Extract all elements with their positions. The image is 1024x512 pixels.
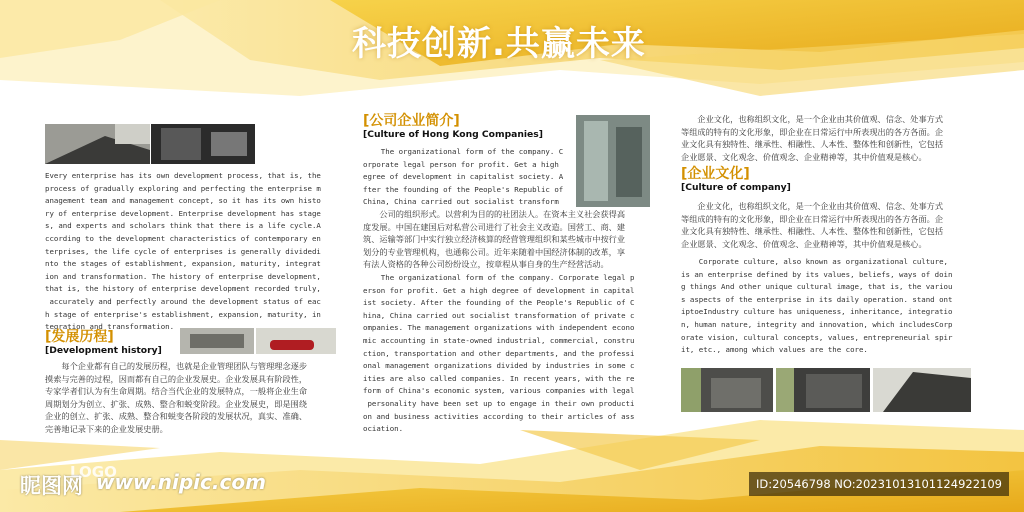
- text-line: Corporate culture, also known as organizational culture,: [681, 257, 948, 266]
- text-line: n, human nature, integrity and innovation, which includesCorp: [681, 319, 953, 329]
- text-line: accurately and perfectly around the development status of eac: [45, 296, 321, 306]
- text-line: erson for profit. Get a high degree of development in capital: [363, 285, 635, 295]
- text-line: 每个企业都有自己的发展历程，也就是企业管理团队与管理理念逐步: [45, 361, 308, 371]
- text-line: terprises, the life cycle of enterprises is generally dividedi: [45, 246, 321, 256]
- company-intro-en-short: [363, 146, 575, 209]
- text-line: 企业文化，也称组织文化，是一个企业由其价值观、信念、处事方式: [681, 201, 944, 211]
- text-line: 企业愿景、文化观念、价值观念、企业精神等，其中价值观是核心。: [681, 238, 927, 249]
- company-culture-heading-en: [Culture of company]: [681, 182, 791, 193]
- text-line: hina, China carried out socialist transformation of private c: [363, 310, 635, 320]
- company-culture-cn: [681, 200, 981, 250]
- text-line: is an enterprise defined by its values, beliefs, ways of doin: [681, 269, 953, 279]
- text-line: 业文化具有独特性、继承性、相融性、人本性、整体性和创新性，它包括: [681, 139, 944, 150]
- company-culture-en: [681, 256, 971, 357]
- text-line: Every enterprise has its own development process, that is, the: [45, 171, 321, 180]
- development-history-heading-en: [Development history]: [45, 345, 162, 356]
- text-line: 摸索与完善的过程，因而都有自己的企业发展史。企业发展具有阶段性，: [45, 373, 308, 384]
- text-line: it, etc., among which values are the core.: [681, 345, 868, 355]
- text-line: 等组成的特有的文化形象，即企业在日常运行中所表现出的各方各面。企: [681, 126, 944, 137]
- left-mid-photo-1: [180, 328, 254, 354]
- text-line: 企业愿景、文化观念、价值观念、企业精神等，其中价值观是核心。: [681, 151, 927, 162]
- company-intro-en: [363, 272, 655, 436]
- right-photo-3: [873, 368, 971, 412]
- text-line: 划分的专业管理机构，也通称公司。近年来随着中国经济体制的改革，享: [363, 246, 626, 257]
- text-line: anagement team and management concept, so it has its own histo: [45, 196, 321, 206]
- text-line: on and business activities according to their articles of ass: [363, 411, 635, 421]
- text-line: ction, transportation and other departments, and the professi: [363, 348, 635, 358]
- culture-intro-cn: [681, 113, 981, 163]
- text-line: ist society. After the founding of the People's Republic of C: [363, 298, 635, 308]
- company-intro-heading-en: [Culture of Hong Kong Companies]: [363, 129, 543, 140]
- image-id-bar: ID:20546798 NO:20231013101124922109: [749, 472, 1009, 496]
- text-line: g things And other unique cultural image, that is, the variou: [681, 282, 953, 292]
- text-line: ities are also called companies. In recent years, with the re: [363, 373, 635, 383]
- text-line: s aspects of the enterprise in its daily operation. stand ont: [681, 294, 953, 304]
- text-line: form of China's economic system, various companies with legal: [363, 386, 635, 396]
- text-line: 筑、运输等部门中实行独立经济核算的经营管理组织和某些城市中按行业: [363, 234, 626, 245]
- text-line: The organizational form of the company. C: [363, 147, 564, 156]
- text-line: process of gradually exploring and perfecting the enterprise m: [45, 183, 321, 193]
- text-line: The organizational form of the company. Corporate legal p: [363, 273, 635, 282]
- watermark-url: www.nipic.com: [96, 470, 266, 494]
- logo-placeholder: LOGO: [70, 463, 117, 481]
- text-line: that is, the history of enterprise development recorded truly,: [45, 284, 321, 294]
- text-line: 企业的创立、扩张、成熟、整合和蜕变各阶段的发展状况，真实、准确、: [45, 411, 308, 422]
- text-line: 公司的组织形式。以营利为目的的社团法人。在资本主义社会获得高: [363, 209, 626, 219]
- text-line: 周期划分为创立、扩张、成熟、整合和蜕变阶段。企业发展史，即是围绕: [45, 398, 308, 409]
- watermark-site-name: 昵图网: [20, 473, 83, 498]
- text-line: onal management organizations divided by industries in some c: [363, 361, 635, 371]
- text-line: 完善地记录下来的企业发展史册。: [45, 423, 168, 434]
- company-intro-cn: [363, 208, 655, 271]
- text-line: ociation.: [363, 424, 404, 434]
- text-line: orate vision, cultural concepts, values, entrepreneurial spir: [681, 332, 953, 342]
- text-line: 专家学者们认为有生命周期。结合当代企业的发展特点，一般将企业生命: [45, 386, 308, 397]
- text-line: fter the founding of the People's Republic of: [363, 184, 564, 194]
- text-line: 企业文化，也称组织文化，是一个企业由其价值观、信念、处事方式: [681, 114, 944, 124]
- company-culture-heading-cn: [企业文化]: [681, 166, 750, 182]
- text-line: tegration and transformation.: [45, 322, 175, 332]
- text-line: ry of enterprise development. Enterprise development has stage: [45, 208, 321, 218]
- text-line: ompanies. The management organizations with independent econo: [363, 323, 635, 333]
- text-line: 业文化具有独特性、继承性、相融性、人本性、整体性和创新性，它包括: [681, 226, 944, 237]
- text-line: orporate legal person for profit. Get a high: [363, 159, 559, 169]
- text-line: iptoeIndustry culture has uniqueness, inheritance, integratio: [681, 307, 953, 317]
- middle-photo: [576, 115, 650, 207]
- text-line: 有法人资格的各种公司纷纷设立，按章程从事自身的生产经营活动。: [363, 259, 609, 270]
- text-line: egree of development in capitalist society. A: [363, 172, 564, 182]
- right-photo-2: [776, 368, 870, 412]
- text-line: 等组成的特有的文化形象，即企业在日常运行中所表现出的各方各面。企: [681, 213, 944, 224]
- left-top-photo-2: [151, 124, 255, 164]
- company-intro-heading-cn: [公司企业简介]: [363, 113, 460, 129]
- text-line: ccording to the development characteristics of contemporary en: [45, 233, 321, 243]
- left-intro-text: [45, 170, 340, 334]
- text-line: China, China carried out socialist transform: [363, 197, 559, 207]
- text-line: mic accounting in state-owned industrial, commercial, constru: [363, 335, 635, 345]
- text-line: personality have been set up to engage in their own producti: [363, 398, 635, 408]
- text-line: nto the stages of establishment, expansion, maturity, integrat: [45, 259, 321, 269]
- text-line: h stage of enterprise's establishment, expansion, maturity, in: [45, 309, 321, 319]
- left-mid-photo-2: [256, 328, 336, 354]
- development-history-body: [45, 360, 345, 436]
- page-title: 科技创新.共赢未来: [352, 24, 646, 64]
- right-photo-1: [681, 368, 773, 412]
- left-top-photo-1: [45, 124, 150, 164]
- text-line: ion and transformation. The history of enterprise development,: [45, 271, 321, 281]
- text-line: 度发展。中国在建国后对私营公司进行了社会主义改造。国营工、商、建: [363, 221, 626, 232]
- development-history-heading-cn: [发展历程]: [45, 329, 114, 345]
- text-line: s, and experts and scholars think that there is a life cycle.A: [45, 221, 321, 231]
